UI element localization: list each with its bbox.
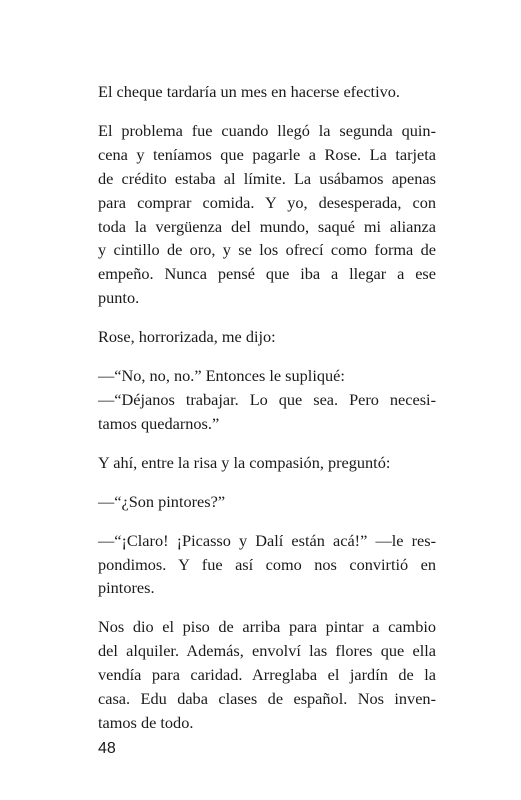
text-line: vendía para caridad. Arreglaba el jardín de la bbox=[98, 665, 436, 685]
paragraph bbox=[98, 529, 436, 601]
text-line: —“¡Claro! ¡Picasso y Dalí están acá!” —le res- bbox=[98, 530, 436, 550]
text-line: pintores. bbox=[98, 578, 155, 598]
text-line: —“Déjanos trabajar. Lo que sea. Pero necesi- bbox=[98, 389, 436, 409]
text-line: empeño. Nunca pensé que iba a llegar a ese bbox=[98, 264, 436, 284]
text-line: Y ahí, entre la risa y la compasión, preguntó: bbox=[98, 452, 391, 472]
text-line: pondimos. Y fue así como nos convirtió en bbox=[98, 554, 436, 574]
text-line: Rose, horrorizada, me dijo: bbox=[98, 327, 276, 347]
text-line: toda la vergüenza del mundo, saqué mi alianza bbox=[98, 216, 436, 236]
text-line: —“No, no, no.” Entonces le supliqué: bbox=[98, 366, 345, 386]
text-line: y cintillo de oro, y se los ofrecí como forma de bbox=[98, 240, 436, 260]
paragraph bbox=[98, 119, 436, 310]
text-line: Nos dio el piso de arriba para pintar a cambio bbox=[98, 617, 436, 637]
paragraph bbox=[98, 364, 436, 436]
body-text bbox=[98, 80, 436, 750]
text-line: El cheque tardaría un mes en hacerse efectivo. bbox=[98, 82, 400, 101]
page-number: 48 bbox=[98, 740, 116, 757]
text-line: tamos de todo. bbox=[98, 712, 194, 732]
text-line: punto. bbox=[98, 288, 140, 308]
text-line: tamos quedarnos.” bbox=[98, 413, 220, 433]
text-line: cena y teníamos que pagarle a Rose. La tarjeta bbox=[98, 144, 436, 164]
text-line: para comprar comida. Y yo, desesperada, con bbox=[98, 192, 436, 212]
paragraph bbox=[98, 615, 436, 735]
text-line: del alquiler. Además, envolví las flores que ella bbox=[98, 641, 436, 661]
paragraph bbox=[98, 325, 436, 349]
paragraph bbox=[98, 451, 436, 475]
paragraph bbox=[98, 80, 436, 104]
text-line: El problema fue cuando llegó la segunda quin- bbox=[98, 120, 436, 140]
paragraph bbox=[98, 490, 436, 514]
text-line: —“¿Son pintores?” bbox=[98, 491, 226, 511]
text-line: casa. Edu daba clases de español. Nos inven- bbox=[98, 689, 436, 709]
text-line: de crédito estaba al límite. La usábamos apenas bbox=[98, 168, 436, 188]
